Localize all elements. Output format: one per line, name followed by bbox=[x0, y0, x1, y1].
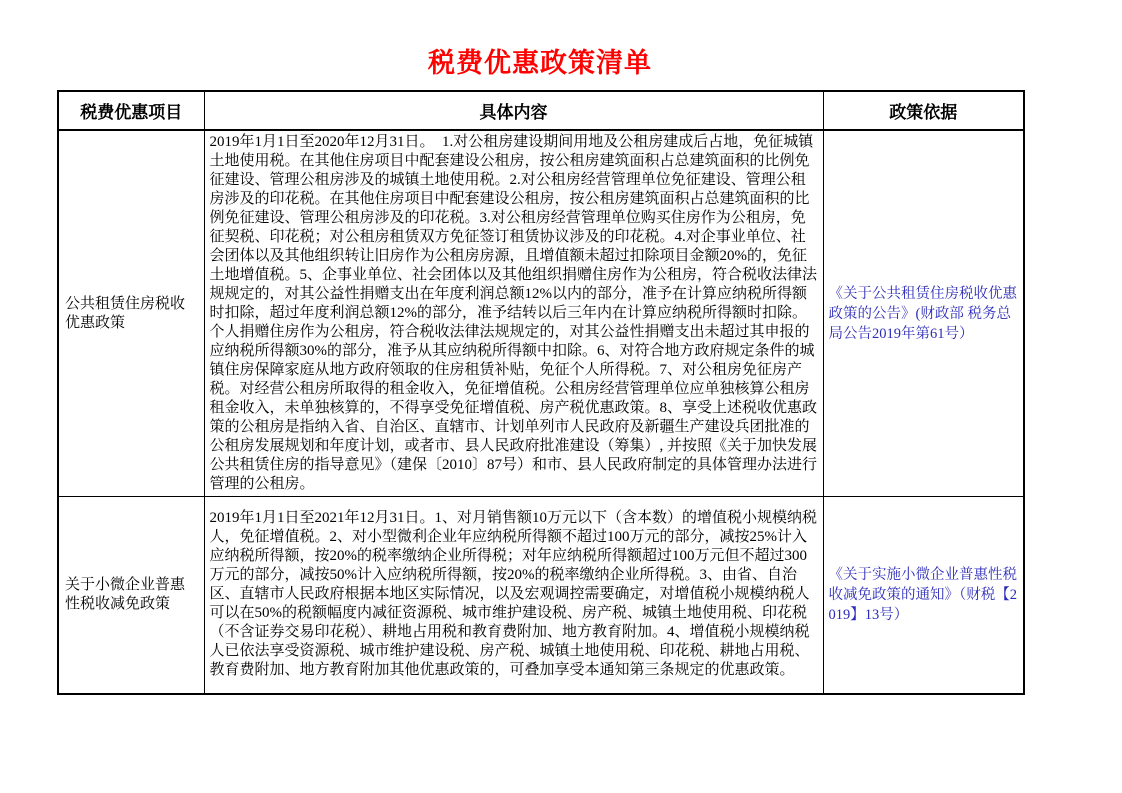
table-header-row bbox=[58, 91, 1024, 130]
project-cell: 关于小微企业普惠性税收减免政策 bbox=[58, 497, 204, 694]
policy-basis-link[interactable]: 《关于公共租赁住房税收优惠政策的公告》(财政部 税务总局公告2019年第61号） bbox=[823, 130, 1024, 497]
table-row bbox=[58, 130, 1024, 497]
table-row bbox=[58, 497, 1024, 694]
document bbox=[57, 46, 1023, 695]
content-cell: 2019年1月1日至2021年12月31日。1、对月销售额10万元以下（含本数）的增值税小规模纳税人，免征增值税。2、对小型微利企业年应纳税所得额不超过100万元的部分，减按25%计入应纳税所得额，按20%的税率缴纳企业所得税；对年应纳税所得额超过100万元但不超过300万元的部分，减按50%计入应纳税所得额，按20%的税率缴纳企业所得税。3、由省、自治区、直辖市人民政府根据本地区实际情况，以及宏观调控需要确定，对增值税小规模纳税人可以在50%的税额幅度内减征资源税、城市维护建设税、房产税、城镇土地使用税、印花税（不含证券交易印花税）、耕地占用税和教育费附加、地方教育附加。4、增值税小规模纳税人已依法享受资源税、城市维护建设税、房产税、城镇土地使用税、印花税、耕地占用税、教育费附加、地方教育附加其他优惠政策的，可叠加享受本通知第三条规定的优惠政策。 bbox=[204, 497, 823, 694]
header-content: 具体内容 bbox=[204, 91, 823, 130]
policy-table bbox=[57, 90, 1025, 695]
content-cell: 2019年1月1日至2020年12月31日。 1.对公租房建设期间用地及公租房建成后占地，免征城镇土地使用税。在其他住房项目中配套建设公租房，按公租房建筑面积占总建筑面积的比例免征建设、管理公租房涉及的城镇土地使用税。2.对公租房经营管理单位免征建设、管理公租房涉及的印花税。在其他住房项目中配套建设公租房，按公租房建筑面积占总建筑面积的比例免征建设、管理公租房涉及的印花税。3.对公租房经营管理单位购买住房作为公租房，免征契税、印花税；对公租房租赁双方免征签订租赁协议涉及的印花税。4.对企事业单位、社会团体以及其他组织转让旧房作为公租房房源，且增值额未超过扣除项目金额20%的，免征土地增值税。5、企事业单位、社会团体以及其他组织捐赠住房作为公租房，符合税收法律法规规定的，对其公益性捐赠支出在年度利润总额12%以内的部分，准予在计算应纳税所得额时扣除，超过年度利润总额12%的部分，准予结转以后三年内在计算应纳税所得额时扣除。个人捐赠住房作为公租房，符合税收法律法规规定的，对其公益性捐赠支出未超过其申报的应纳税所得额30%的部分，准予从其应纳税所得额中扣除。6、对符合地方政府规定条件的城镇住房保障家庭从地方政府领取的住房租赁补贴，免征个人所得税。7、对公租房免征房产税。对经营公租房所取得的租金收入，免征增值税。公租房经营管理单位应单独核算公租房租金收入，未单独核算的，不得享受免征增值税、房产税优惠政策。8、享受上述税收优惠政策的公租房是指纳入省、自治区、直辖市、计划单列市人民政府及新疆生产建设兵团批准的公租房发展规划和年度计划，或者市、县人民政府批准建设（筹集）, 并按照《关于加快发展公共租赁住房的指导意见》（建保〔2010〕87号）和市、县人民政府制定的具体管理办法进行管理的公租房。 bbox=[204, 130, 823, 497]
policy-basis-link[interactable]: 《关于实施小微企业普惠性税收减免政策的通知》（财税【2019】13号） bbox=[823, 497, 1024, 694]
page-title: 税费优惠政策清单 bbox=[428, 48, 652, 78]
project-cell: 公共租赁住房税收优惠政策 bbox=[58, 130, 204, 497]
header-basis: 政策依据 bbox=[823, 91, 1024, 130]
header-project: 税费优惠项目 bbox=[58, 91, 204, 130]
